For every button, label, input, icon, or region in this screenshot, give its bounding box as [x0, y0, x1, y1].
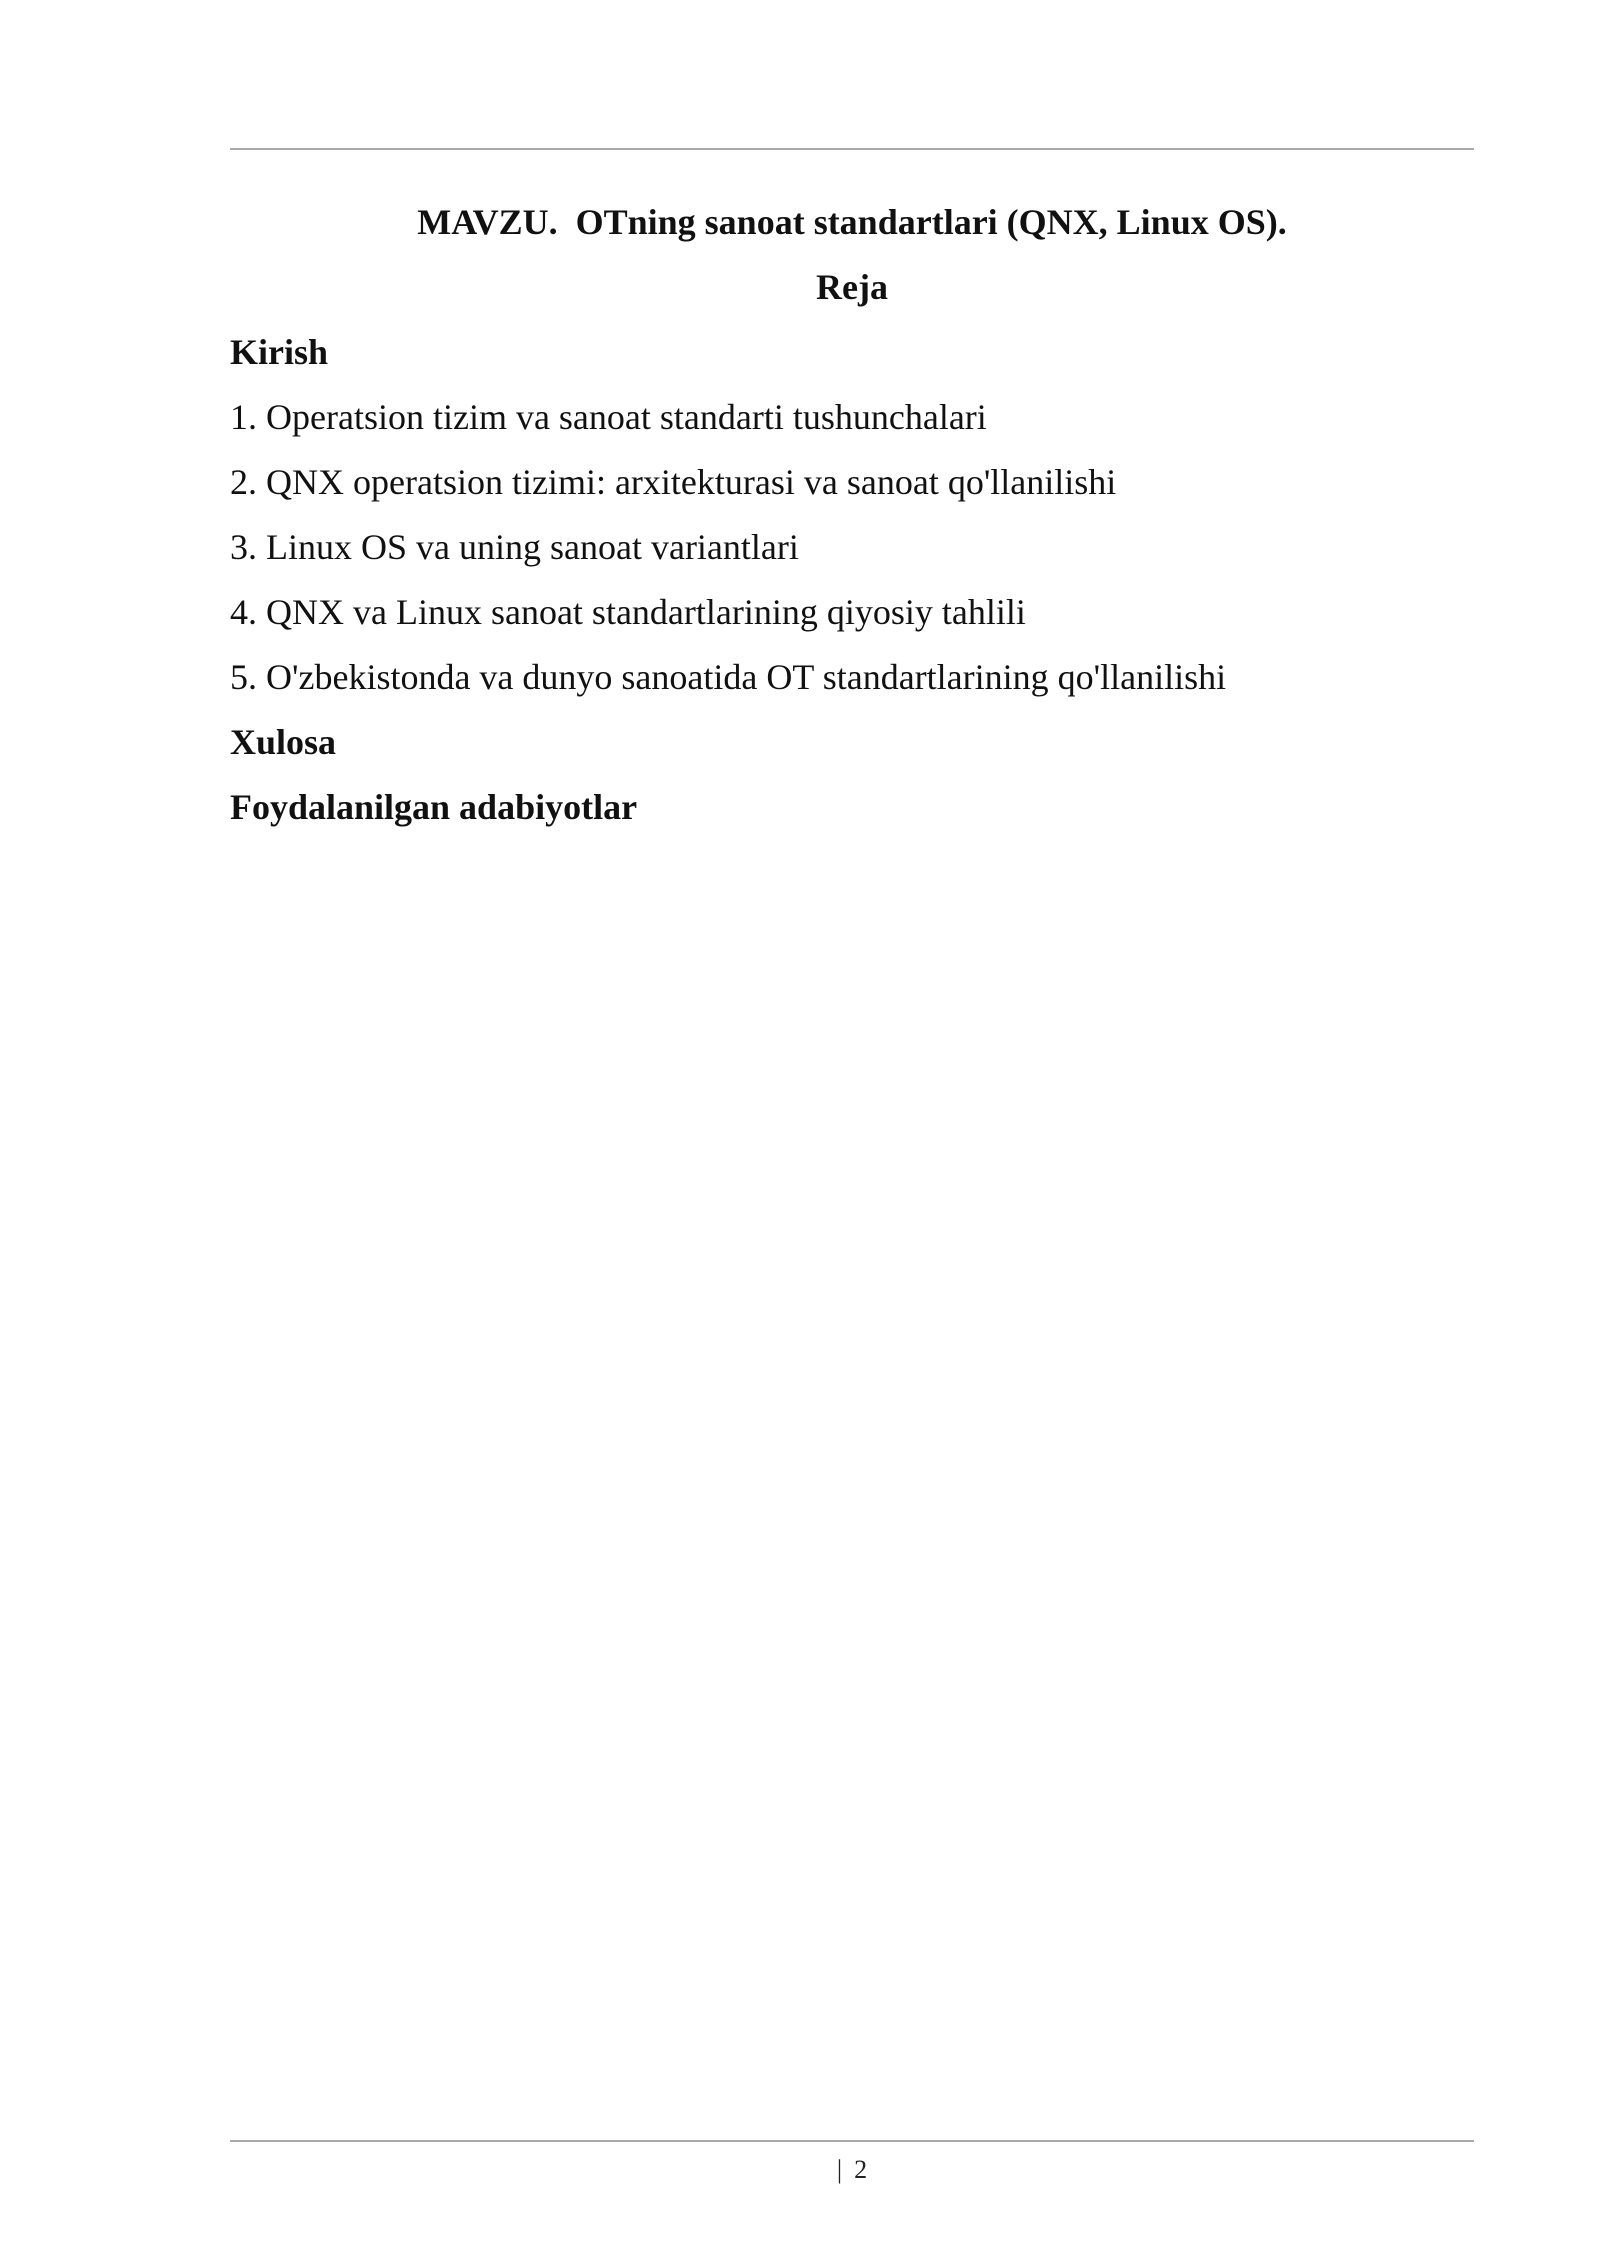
plan-item-4: 4. QNX va Linux sanoat standartlarining qiyosiy tahlili — [230, 592, 1026, 632]
plan-item-3: 3. Linux OS va uning sanoat variantlari — [230, 527, 799, 567]
page-number: 2 — [854, 2155, 868, 2184]
plan-list — [230, 385, 1474, 710]
plan-item-1: 1. Operatsion tizim va sanoat standarti tushunchalari — [230, 397, 987, 437]
plan-heading: Reja — [816, 267, 888, 307]
document-title: MAVZU. OTning sanoat standartlari (QNX, Linux OS). — [417, 202, 1287, 242]
plan-item-5: 5. O'zbekistonda va dunyo sanoatida OT standartlarining qo'llanilishi — [230, 657, 1227, 697]
plan-item-2: 2. QNX operatsion tizimi: arxitekturasi va sanoat qo'llanilishi — [230, 462, 1117, 502]
intro-heading: Kirish — [230, 332, 329, 372]
footer-rule — [230, 2140, 1474, 2142]
footer-separator: | — [836, 2155, 843, 2184]
conclusion-heading: Xulosa — [230, 722, 337, 762]
header-rule — [230, 148, 1474, 150]
page-footer — [230, 2150, 1474, 2190]
references-heading: Foydalanilgan adabiyotlar — [230, 787, 638, 827]
page-content — [230, 190, 1474, 840]
